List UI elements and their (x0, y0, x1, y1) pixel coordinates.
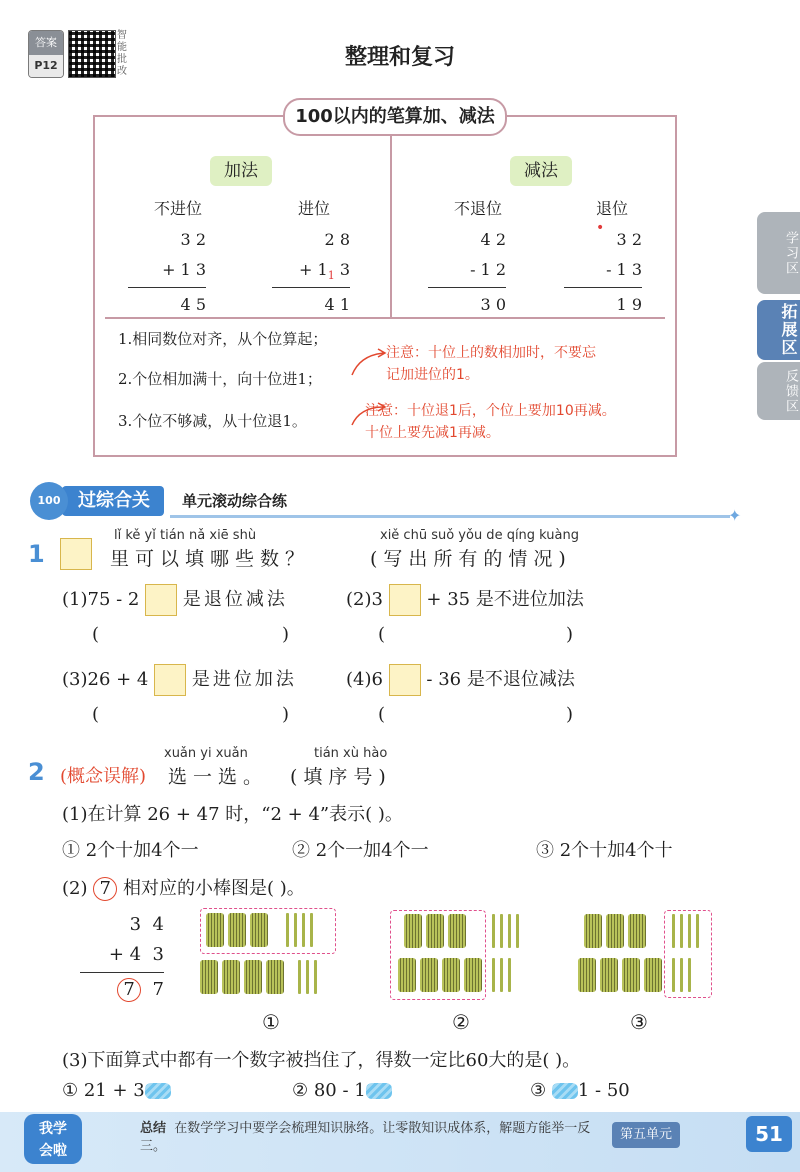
q1-answer-4-field[interactable] (390, 700, 560, 730)
q1-item-2-input[interactable] (389, 584, 421, 616)
q1-item-4-input[interactable] (389, 664, 421, 696)
q1-answer-2-field[interactable] (390, 620, 560, 650)
star-icon: ✦ (728, 506, 742, 525)
q1-answer-3-open: ( (92, 704, 100, 725)
q1-text-b: (写出所有的情况) (370, 548, 572, 570)
q2-s1-option-3[interactable]: ③ 2个十加4个十 (536, 840, 673, 861)
calc-no-carry: 3 2 + 1 3 4 5 (128, 225, 206, 320)
q1-answer-1-field[interactable] (104, 620, 274, 650)
no-carry-label: 不进位 (154, 199, 203, 218)
covered-digit-icon (145, 1083, 171, 1099)
tab-expand-area[interactable]: 拓展区 (757, 300, 800, 360)
q2-text-a: 选一选。 (168, 766, 269, 788)
q2-number: 2 (28, 758, 45, 786)
q2-vertical-calc: 3 4 + 4 3 7 7 (80, 910, 164, 1005)
page-number: 51 (746, 1116, 792, 1152)
calc-carry: 2 8 + $1_1$ 3 4 1 (272, 225, 350, 320)
qr-label: 智能批改 (117, 30, 127, 77)
borrow-dot: • (596, 220, 605, 236)
q1-item-1: (1)75 - 2 是退位减法 (62, 584, 288, 616)
summary-title: 100以内的笔算加、减法 (283, 98, 507, 136)
calc-no-borrow: 4 2 - 1 2 3 0 (428, 225, 506, 320)
q1-answer-3-close: ) (282, 704, 290, 725)
tab-feedback-area[interactable]: 反馈区 (757, 362, 800, 420)
q2-s2-question: (2) 7 相对应的小棒图是( )。 (62, 878, 305, 899)
page-title: 整理和复习 (344, 45, 455, 70)
q2-s1-option-2[interactable]: ② 2个一加4个一 (292, 840, 429, 861)
q1-blank-square (60, 538, 92, 570)
note-1: 注意：十位上的数相加时，不要忘 记加进位的1。 (386, 345, 596, 383)
section-title: 过综合关 (62, 486, 164, 516)
q1-answer-2-open: ( (378, 624, 386, 645)
q2-s3-option-2[interactable]: ② 80 - 1 (292, 1080, 392, 1101)
tab-study-area[interactable]: 学习区 (757, 212, 800, 294)
no-borrow-label: 不退位 (454, 199, 503, 218)
q2-s3-question: (3)下面算式中都有一个数字被挡住了，得数一定比60大的是( )。 (62, 1050, 581, 1071)
q2-s3-option-1[interactable]: ① 21 + 3 (62, 1080, 171, 1101)
q1-answer-2-close: ) (566, 624, 574, 645)
rule-3: 3.个位不够减，从十位退1。 (118, 412, 307, 430)
q1-item-1-input[interactable] (145, 584, 177, 616)
rule-2: 2.个位相加满十，向十位进1； (118, 370, 322, 388)
footer-summary: 总结 在数学学习中要学会梳理知识脉络。让零散知识成体系，解题方能举一反三。 (140, 1121, 591, 1154)
stick-picture-3[interactable] (576, 908, 716, 1004)
q2-s1-option-1[interactable]: ① 2个十加4个一 (62, 840, 199, 861)
stick-picture-1[interactable] (196, 908, 336, 1004)
carry-mark: 1 (327, 269, 335, 283)
answer-page: P12 (29, 55, 63, 77)
q2-pinyin-b: tián xù hào (314, 746, 388, 761)
addition-label: 加法 (210, 156, 272, 186)
circled-seven: 7 (93, 877, 117, 901)
q1-item-3: (3)26 + 4 是进位加法 (62, 664, 297, 696)
q2-pinyin-a: xuǎn yi xuǎn (164, 746, 248, 761)
q2-tag: (概念误解) (60, 766, 147, 787)
section-subtitle: 单元滚动综合练 (182, 492, 288, 510)
note-2: 注意：十位退1后，个位上要加10再减。 十位上要先减1再减。 (365, 403, 616, 441)
q1-item-2: (2)3 + 35 是不进位加法 (346, 584, 584, 616)
q1-pinyin-a: lǐ kě yǐ tián nǎ xiē shù (114, 528, 257, 543)
section-badge-icon: 100 (30, 482, 68, 520)
carry-label: 进位 (298, 199, 331, 218)
footer-unit: 第五单元 (612, 1122, 680, 1148)
pic-label-1: ① (262, 1010, 280, 1034)
footer-badge: 我学 会啦 (24, 1114, 82, 1164)
q2-s3-option-3[interactable]: ③ 1 - 50 (530, 1080, 630, 1101)
q1-item-3-input[interactable] (154, 664, 186, 696)
pic-label-3: ③ (630, 1010, 648, 1034)
pic-label-2: ② (452, 1010, 470, 1034)
q1-text-a: 里可以填哪些数？ (110, 548, 311, 570)
q1-answer-4-close: ) (566, 704, 574, 725)
q1-number: 1 (28, 540, 45, 568)
q1-answer-1-open: ( (92, 624, 100, 645)
q1-answer-4-open: ( (378, 704, 386, 725)
answer-label: 答案 (29, 31, 63, 55)
q1-pinyin-b: xiě chū suǒ yǒu de qíng kuàng (380, 528, 580, 543)
covered-digit-icon (552, 1083, 578, 1099)
q2-s1-question: (1)在计算 26 + 47 时，“2 + 4”表示( )。 (62, 804, 403, 825)
rule-1: 1.相同数位对齐，从个位算起； (118, 330, 328, 348)
covered-digit-icon (366, 1083, 392, 1099)
stick-picture-2[interactable] (388, 908, 528, 1004)
section-divider (170, 515, 730, 518)
borrow-label: 退位 (596, 199, 629, 218)
subtraction-label: 减法 (510, 156, 572, 186)
q2-text-b: (填序号) (290, 766, 392, 788)
q1-answer-1-close: ) (282, 624, 290, 645)
calc-borrow: 3 2 - 1 3 1 9 (564, 225, 642, 320)
q1-answer-3-field[interactable] (104, 700, 274, 730)
q1-item-4: (4)6 - 36 是不退位减法 (346, 664, 575, 696)
